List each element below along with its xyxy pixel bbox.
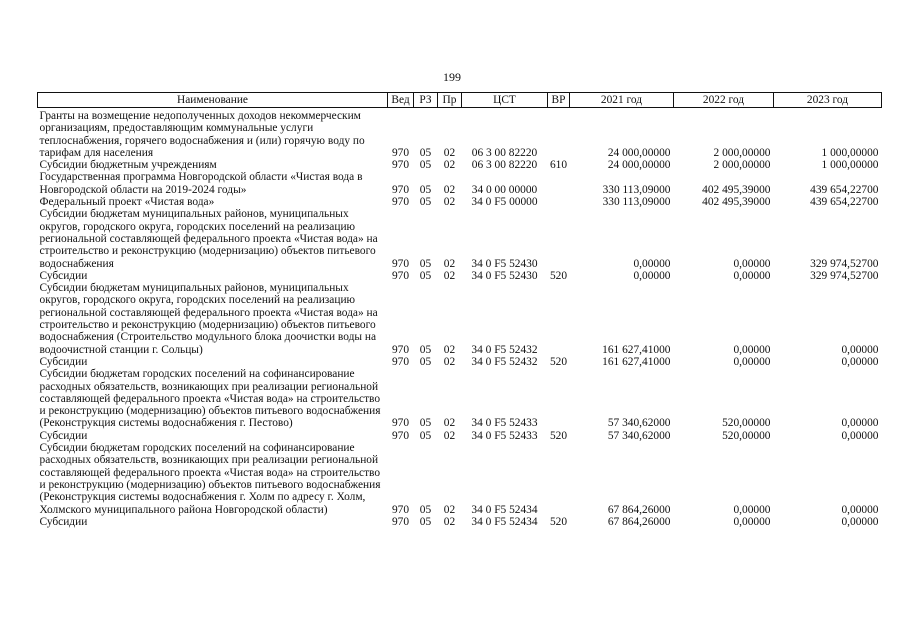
cell-name: Субсидии бюджетам городских поселений на софинансирование расходных обязательств, возникающих при реализации региональной составляющей федерального проекта «Чистая вода» на строительство и реконструкцию (модернизацию) объектов питьевого водоснабжения (Реконструкция системы водоснабжения г. Холм по адресу г. Холм, Холмского муниципального района Новгородской области): [39, 442, 381, 516]
cell-2022: 0,00000: [733, 355, 771, 368]
cell-2023: 439 654,22700: [810, 183, 879, 196]
cell-rz: 05: [419, 257, 432, 270]
cell-ved: 970: [391, 343, 410, 356]
cell-2023: 1 000,00000: [821, 159, 879, 172]
cell-vr: [548, 108, 570, 160]
header-ved: Вед: [388, 93, 414, 108]
cell-name: Субсидии бюджетным учреждениям: [39, 159, 217, 172]
cell-rz: 05: [419, 196, 432, 209]
cell-rz: 05: [419, 146, 432, 159]
cell-cst: 06 3 00 82220: [471, 146, 538, 159]
cell-name: Субсидии бюджетам городских поселений на софинансирование расходных обязательств, возникающих при реализации региональной составляющей федерального проекта «Чистая вода» на строительство и реконструкцию (модернизацию) объектов питьевого водоснабжения (Реконструкция системы водоснабжения г. Пестово): [39, 368, 381, 430]
cell-vr: 520: [549, 355, 568, 368]
cell-vr: [548, 171, 570, 196]
cell-2021: 161 627,41000: [602, 355, 671, 368]
cell-cst: 34 0 F5 52430: [471, 257, 538, 270]
cell-2023: 1 000,00000: [821, 146, 879, 159]
cell-2021: 67 864,26000: [607, 515, 671, 528]
cell-2021: 24 000,00000: [607, 159, 671, 172]
table-row: [38, 442, 882, 516]
cell-2021: 330 113,09000: [602, 196, 671, 209]
cell-rz: 05: [419, 355, 432, 368]
header-pr: Пр: [438, 93, 462, 108]
cell-2022: 0,00000: [733, 503, 771, 516]
cell-2023: 0,00000: [841, 417, 879, 430]
cell-pr: 02: [443, 196, 456, 209]
cell-2023: 0,00000: [841, 429, 879, 442]
table-row: [38, 516, 882, 528]
cell-rz: 05: [419, 183, 432, 196]
cell-rz: 05: [419, 269, 432, 282]
cell-name: Субсидии: [39, 429, 88, 442]
cell-ved: 970: [391, 515, 410, 528]
cell-2021: 67 864,26000: [607, 503, 671, 516]
cell-cst: 34 0 F5 52432: [471, 355, 538, 368]
cell-pr: 02: [443, 183, 456, 196]
header-2023: 2023 год: [774, 93, 882, 108]
table-header-row: [38, 93, 882, 108]
cell-rz: 05: [419, 159, 432, 172]
cell-cst: 34 0 F5 52432: [471, 343, 538, 356]
cell-cst: 06 3 00 82220: [471, 159, 538, 172]
cell-pr: 02: [443, 343, 456, 356]
cell-cst: 34 0 F5 52433: [471, 429, 538, 442]
cell-ved: 970: [391, 503, 410, 516]
cell-ved: 970: [391, 269, 410, 282]
header-2022: 2022 год: [674, 93, 774, 108]
cell-cst: 34 0 F5 52433: [471, 417, 538, 430]
cell-pr: 02: [443, 146, 456, 159]
table-row: [38, 159, 882, 171]
cell-2022: 402 495,39000: [702, 183, 771, 196]
header-cst: ЦСТ: [462, 93, 548, 108]
cell-ved: 970: [391, 257, 410, 270]
cell-2022: 0,00000: [733, 343, 771, 356]
table-row: [38, 108, 882, 160]
cell-ved: 970: [391, 183, 410, 196]
table-row: [38, 270, 882, 282]
cell-vr: 520: [549, 515, 568, 528]
cell-vr: 610: [549, 159, 568, 172]
cell-name: Субсидии бюджетам муниципальных районов, муниципальных округов, городского округа, городских поселений на реализацию региональной составляющей федерального проекта «Чистая вода» на строительство и реконструкцию (модернизацию) объектов питьевого водоснабжения (Строительство модульного блока доочистки воды на водоочистной станции г. Сольцы): [39, 282, 378, 356]
cell-name: Гранты на возмещение недополученных доходов некоммерческим организациям, предоставляющим коммунальные услуги теплоснабжения, горячего водоснабжения и (или) горячую воду по тарифам для населения: [39, 110, 365, 159]
cell-2023: 0,00000: [841, 343, 879, 356]
cell-vr: 520: [549, 429, 568, 442]
cell-name: Государственная программа Новгородской области «Чистая вода в Новгородской области на 2019-2024 годы»: [39, 171, 363, 196]
cell-pr: 02: [443, 417, 456, 430]
table-row: [38, 208, 882, 269]
cell-2022: 0,00000: [733, 269, 771, 282]
page-number: 199: [443, 70, 461, 84]
cell-2022: 2 000,00000: [713, 159, 771, 172]
cell-vr: [548, 208, 570, 269]
cell-pr: 02: [443, 159, 456, 172]
cell-ved: 970: [391, 159, 410, 172]
cell-2023: 0,00000: [841, 515, 879, 528]
cell-pr: 02: [443, 269, 456, 282]
cell-cst: 34 0 F5 52430: [471, 269, 538, 282]
cell-pr: 02: [443, 429, 456, 442]
table-row: [38, 430, 882, 442]
table-row: [38, 171, 882, 196]
cell-cst: 34 0 00 00000: [471, 183, 538, 196]
header-2021: 2021 год: [570, 93, 674, 108]
table-row: [38, 196, 882, 208]
table-row: [38, 282, 882, 356]
cell-cst: 34 0 F5 52434: [471, 515, 538, 528]
cell-vr: [548, 368, 570, 429]
cell-2021: 0,00000: [633, 269, 671, 282]
cell-name: Субсидии: [39, 515, 88, 528]
cell-2023: 439 654,22700: [810, 196, 879, 209]
cell-rz: 05: [419, 429, 432, 442]
cell-ved: 970: [391, 355, 410, 368]
header-name: Наименование: [38, 93, 388, 108]
cell-pr: 02: [443, 355, 456, 368]
cell-name: Федеральный проект «Чистая вода»: [39, 196, 215, 209]
cell-2022: 2 000,00000: [713, 146, 771, 159]
cell-2023: 329 974,52700: [810, 269, 879, 282]
cell-2023: 329 974,52700: [810, 257, 879, 270]
cell-2021: 161 627,41000: [602, 343, 671, 356]
cell-2021: 57 340,62000: [607, 429, 671, 442]
cell-2022: 402 495,39000: [702, 196, 771, 209]
cell-vr: [548, 196, 570, 208]
cell-ved: 970: [391, 429, 410, 442]
cell-2023: 0,00000: [841, 503, 879, 516]
cell-rz: 05: [419, 417, 432, 430]
cell-pr: 02: [443, 503, 456, 516]
cell-pr: 02: [443, 515, 456, 528]
cell-2022: 520,00000: [722, 417, 771, 430]
table-row: [38, 356, 882, 368]
header-rz: РЗ: [414, 93, 438, 108]
cell-name: Субсидии бюджетам муниципальных районов, муниципальных округов, городского округа, городских поселений на реализацию региональной составляющей федерального проекта «Чистая вода» на строительство и реконструкцию (модернизацию) объектов питьевого водоснабжения: [39, 208, 378, 270]
cell-2021: 330 113,09000: [602, 183, 671, 196]
cell-rz: 05: [419, 343, 432, 356]
header-vr: ВР: [548, 93, 570, 108]
cell-2022: 520,00000: [722, 429, 771, 442]
cell-rz: 05: [419, 515, 432, 528]
cell-2021: 24 000,00000: [607, 146, 671, 159]
cell-ved: 970: [391, 146, 410, 159]
cell-name: Субсидии: [39, 355, 88, 368]
cell-vr: [548, 282, 570, 356]
cell-2022: 0,00000: [733, 515, 771, 528]
cell-ved: 970: [391, 417, 410, 430]
cell-2021: 57 340,62000: [607, 417, 671, 430]
cell-2021: 0,00000: [633, 257, 671, 270]
table-row: [38, 368, 882, 429]
cell-name: Субсидии: [39, 269, 88, 282]
budget-table: [37, 92, 882, 528]
cell-vr: [548, 442, 570, 516]
cell-cst: 34 0 F5 00000: [471, 196, 538, 209]
cell-pr: 02: [443, 257, 456, 270]
cell-ved: 970: [391, 196, 410, 209]
cell-rz: 05: [419, 503, 432, 516]
cell-2023: 0,00000: [841, 355, 879, 368]
cell-vr: 520: [549, 269, 568, 282]
cell-2022: 0,00000: [733, 257, 771, 270]
cell-cst: 34 0 F5 52434: [471, 503, 538, 516]
